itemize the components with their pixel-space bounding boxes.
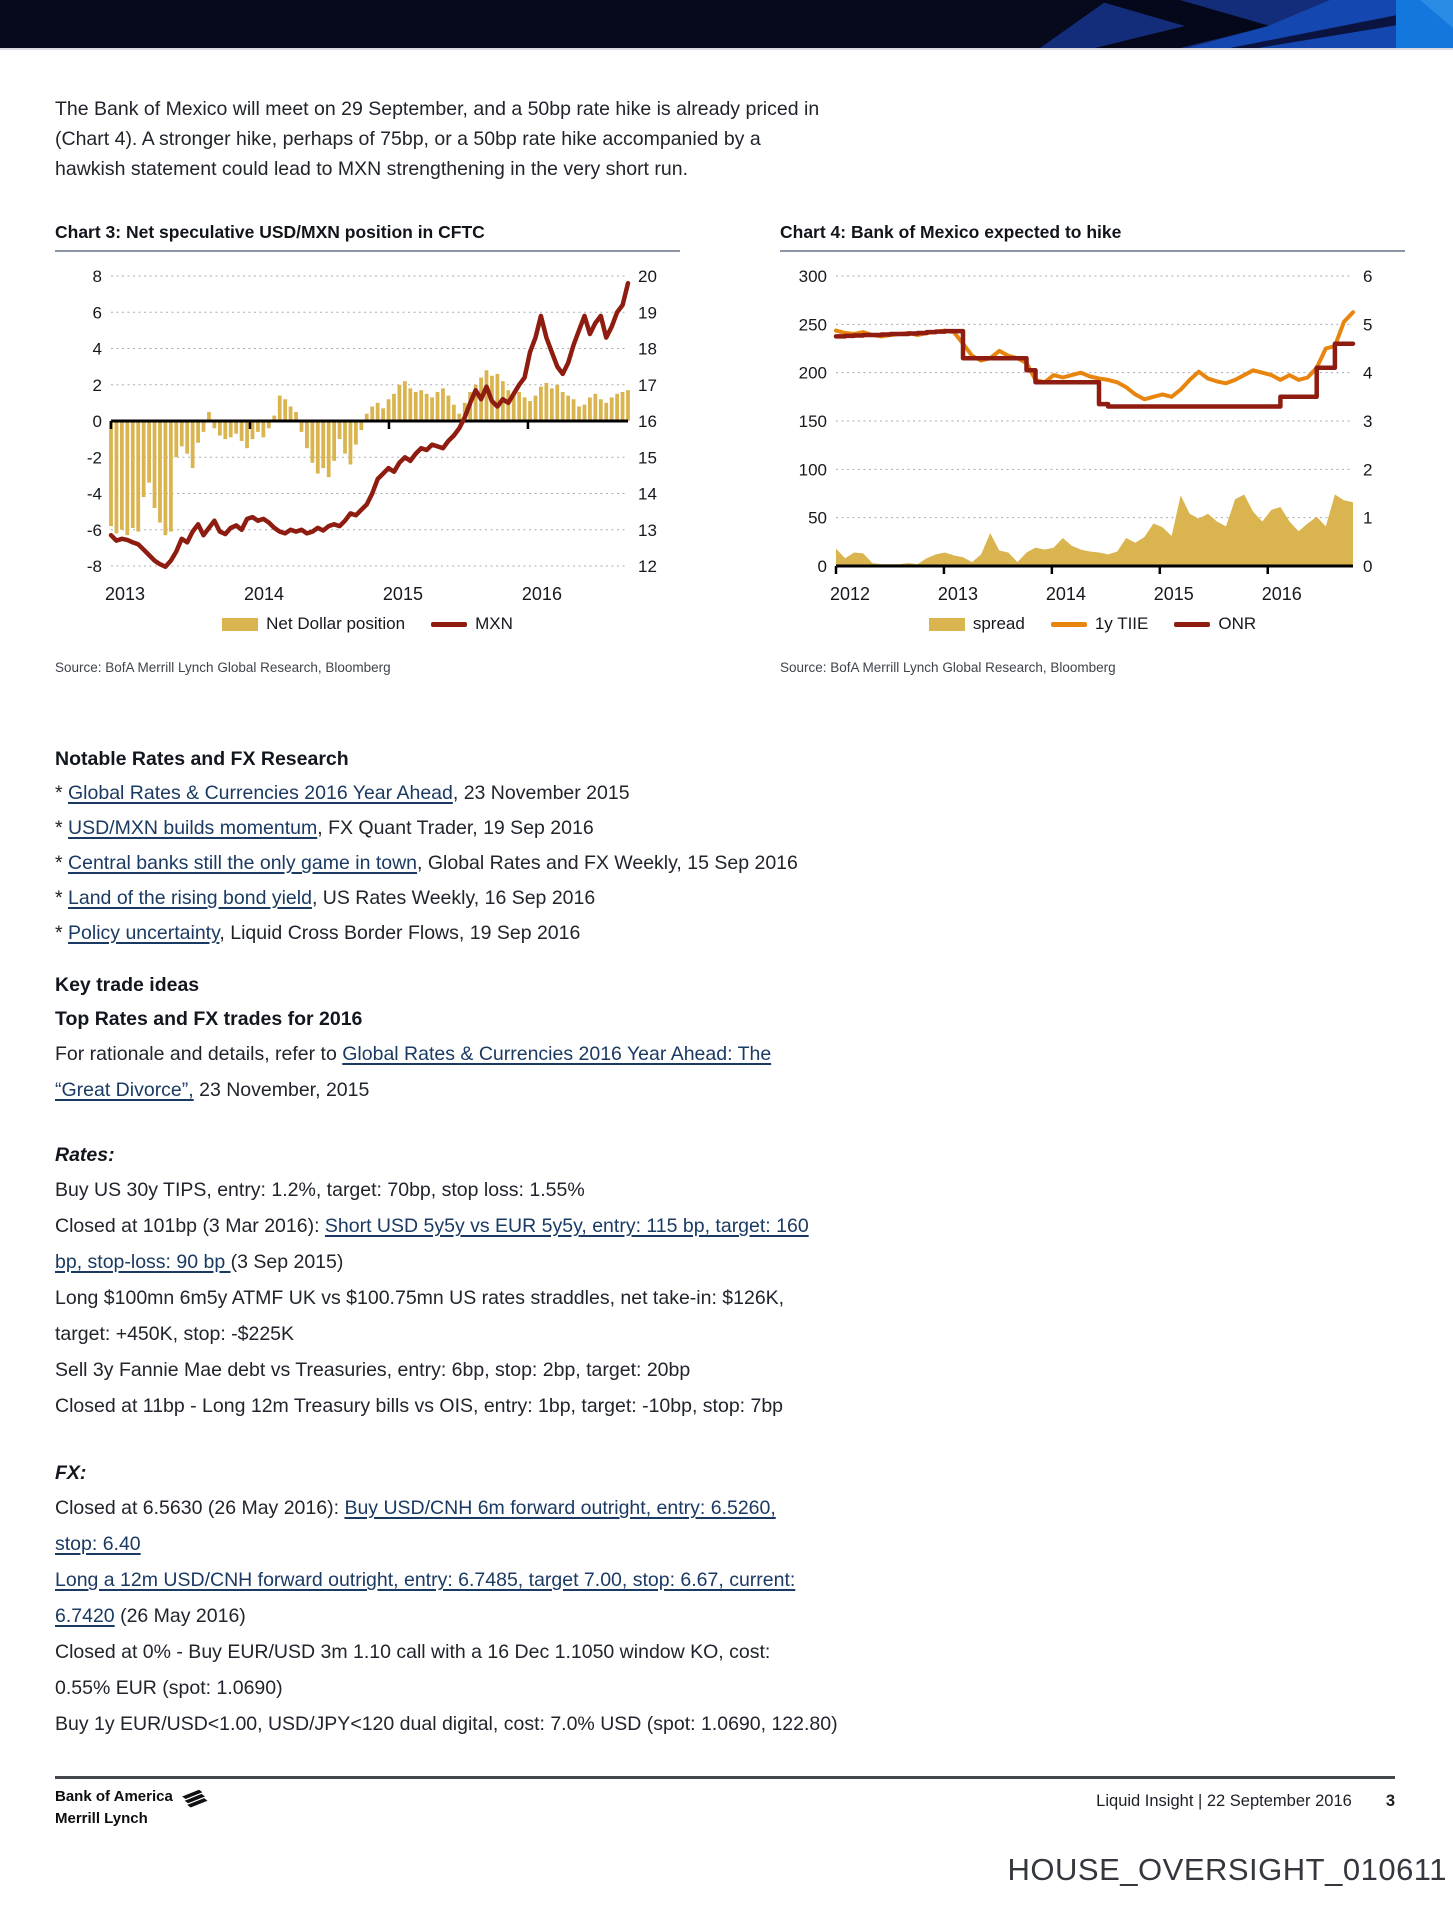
fx-heading: FX: [55, 1462, 87, 1484]
svg-text:2016: 2016 [521, 584, 562, 604]
text-segment: * [55, 782, 69, 804]
svg-text:2: 2 [92, 375, 102, 395]
page-number: 3 [1385, 1792, 1395, 1810]
text-line [55, 776, 1055, 811]
text-line [55, 1526, 1075, 1562]
svg-text:17: 17 [638, 375, 657, 395]
text-line [55, 1072, 1055, 1108]
key-trades-heading: Key trade ideas [55, 974, 200, 996]
link[interactable]: Global Rates & Currencies 2016 Year Ahead [68, 782, 453, 804]
text-segment: Closed at 6.5630 (26 May 2016): [55, 1497, 345, 1519]
svg-text:2016: 2016 [1261, 584, 1302, 604]
chart-3-title: Chart 3: Net speculative USD/MXN position in CFTC [55, 222, 680, 252]
fx-section [55, 1456, 1075, 1742]
svg-text:2013: 2013 [104, 584, 146, 604]
text-line [55, 1316, 1075, 1352]
text-segment: Long $100mn 6m5y ATMF UK vs $100.75mn US rates straddles, net take-in: $126K, [55, 1287, 785, 1309]
rates-heading: Rates: [55, 1144, 115, 1166]
doc-title-date: Liquid Insight | 22 September 2016 [1096, 1792, 1352, 1810]
text-segment: 23 November, 2015 [193, 1079, 370, 1101]
svg-text:6: 6 [1363, 267, 1373, 286]
text-line [55, 1388, 1075, 1424]
oversight-watermark: HOUSE_OVERSIGHT_010611 [1007, 1852, 1447, 1887]
text-line [55, 1280, 1075, 1316]
brand-line-2: Merrill Lynch [55, 1810, 148, 1827]
text-segment: (26 May 2016) [114, 1605, 246, 1627]
text-segment: , US Rates Weekly, 16 Sep 2016 [311, 887, 596, 909]
footer-doc-info [55, 1792, 1395, 1811]
chart-4-panel [780, 222, 1405, 675]
link[interactable]: Short USD 5y5y vs EUR 5y5y, entry: 115 bp, target: 160 [324, 1215, 809, 1237]
text-segment: target: +450K, stop: -$225K [55, 1323, 295, 1345]
text-segment: 0.55% EUR (spot: 1.0690) [55, 1677, 283, 1699]
svg-text:19: 19 [638, 303, 657, 323]
svg-text:16: 16 [638, 412, 657, 431]
text-line [55, 1706, 1075, 1742]
key-trades-paragraph [55, 1036, 1055, 1108]
chart-3-source: Source: BofA Merrill Lynch Global Research, Bloomberg [55, 660, 391, 675]
link[interactable]: Policy uncertainty [68, 922, 220, 944]
text-segment: * [55, 817, 69, 839]
text-line [55, 1208, 1075, 1244]
svg-text:300: 300 [798, 267, 827, 286]
chart-4-legend [780, 614, 1405, 634]
text-line [55, 1670, 1075, 1706]
svg-text:-4: -4 [86, 484, 102, 504]
svg-text:2015: 2015 [1153, 584, 1194, 604]
legend-swatch [222, 618, 258, 631]
legend-item [431, 614, 513, 634]
link[interactable]: 6.7420 [55, 1605, 115, 1627]
research-list [55, 776, 1055, 951]
svg-text:150: 150 [798, 412, 827, 431]
rates-section [55, 1138, 1075, 1424]
text-segment: * [55, 887, 69, 909]
rates-list [55, 1172, 1075, 1424]
svg-text:0: 0 [817, 557, 827, 576]
legend-label: MXN [475, 614, 513, 633]
intro-paragraph [55, 94, 1015, 184]
fx-list [55, 1490, 1075, 1742]
text-line [55, 846, 1055, 881]
svg-text:2014: 2014 [1045, 584, 1086, 604]
text-segment: * [55, 922, 69, 944]
svg-text:3: 3 [1363, 412, 1373, 431]
text-line [55, 1036, 1055, 1072]
svg-text:2: 2 [1363, 460, 1373, 480]
link[interactable]: “Great Divorce”, [55, 1079, 194, 1101]
text-segment: For rationale and details, refer to [55, 1043, 343, 1065]
text-segment: (3 Sep 2015) [230, 1251, 344, 1273]
chart-3-panel [55, 222, 680, 675]
banner-graphic [0, 0, 1453, 48]
brand-banner [0, 0, 1453, 50]
legend-line-swatch [431, 622, 467, 627]
link[interactable]: Long a 12m USD/CNH forward outright, entry: 6.7485, target 7.00, stop: 6.67, current: [55, 1569, 796, 1591]
chart-4-source: Source: BofA Merrill Lynch Global Research, Bloomberg [780, 660, 1116, 675]
link[interactable]: Central banks still the only game in town [68, 852, 418, 874]
link[interactable]: Buy USD/CNH 6m forward outright, entry: 6.5260, [344, 1497, 776, 1519]
svg-text:0: 0 [92, 412, 102, 431]
link[interactable]: stop: 6.40 [55, 1533, 141, 1555]
legend-label: ONR [1218, 614, 1257, 633]
text-line [55, 1172, 1075, 1208]
legend-label: Net Dollar position [266, 614, 406, 633]
text-line [55, 811, 1055, 846]
svg-text:8: 8 [92, 267, 102, 286]
svg-text:2012: 2012 [829, 584, 871, 604]
chart-3-legend [55, 614, 680, 634]
svg-text:-2: -2 [86, 448, 102, 468]
text-segment: , Liquid Cross Border Flows, 19 Sep 2016 [219, 922, 581, 944]
svg-text:4: 4 [1363, 363, 1373, 383]
text-line [55, 1562, 1075, 1598]
text-line [55, 881, 1055, 916]
legend-item [929, 614, 1025, 634]
svg-text:13: 13 [638, 520, 657, 540]
svg-text:100: 100 [798, 460, 827, 480]
legend-swatch [929, 618, 965, 631]
text-segment: Buy 1y EUR/USD<1.00, USD/JPY<120 dual digital, cost: 7.0% USD (spot: 1.0690, 122.80) [55, 1713, 838, 1735]
text-segment: , Global Rates and FX Weekly, 15 Sep 2016 [417, 852, 798, 874]
text-line [55, 1244, 1075, 1280]
svg-text:-8: -8 [86, 557, 102, 576]
svg-text:2013: 2013 [937, 584, 978, 604]
legend-item [1174, 614, 1256, 634]
link[interactable]: Global Rates & Currencies 2016 Year Ahead: The [342, 1043, 772, 1065]
svg-text:5: 5 [1363, 315, 1373, 335]
chart-3-canvas [55, 260, 680, 612]
svg-text:15: 15 [638, 448, 657, 468]
notable-research-section [55, 742, 1055, 951]
text-segment: Closed at 11bp - Long 12m Treasury bills vs OIS, entry: 1bp, target: -10bp, stop: 7bp [55, 1395, 784, 1417]
legend-line-swatch [1051, 622, 1087, 627]
svg-text:20: 20 [638, 267, 657, 286]
svg-text:250: 250 [798, 315, 827, 335]
text-segment: Closed at 101bp (3 Mar 2016): [55, 1215, 325, 1237]
legend-label: 1y TIIE [1094, 614, 1149, 633]
text-segment: , FX Quant Trader, 19 Sep 2016 [317, 817, 594, 839]
text-segment: Sell 3y Fannie Mae debt vs Treasuries, entry: 6bp, stop: 2bp, target: 20bp [55, 1359, 691, 1381]
brand-line-1: Bank of America [55, 1788, 173, 1805]
svg-text:6: 6 [92, 303, 102, 323]
svg-text:0: 0 [1363, 557, 1373, 576]
link[interactable]: Land of the rising bond yield [68, 887, 312, 909]
text-line [55, 1634, 1075, 1670]
intro-line: (Chart 4). A stronger hike, perhaps of 75bp, or a 50bp rate hike accompanied by a [55, 128, 761, 150]
svg-text:2015: 2015 [382, 584, 423, 604]
research-heading: Notable Rates and FX Research [55, 748, 349, 770]
text-line [55, 916, 1055, 951]
text-segment: , 23 November 2015 [452, 782, 630, 804]
svg-text:18: 18 [638, 339, 657, 359]
top-rates-heading: Top Rates and FX trades for 2016 [55, 1008, 363, 1030]
legend-item [222, 614, 405, 634]
svg-text:1: 1 [1363, 508, 1373, 528]
text-segment: * [55, 852, 69, 874]
svg-text:2014: 2014 [243, 584, 285, 604]
legend-line-swatch [1174, 622, 1210, 627]
chart-4-canvas [780, 260, 1405, 612]
legend-item [1051, 614, 1149, 634]
text-line [55, 1490, 1075, 1526]
text-line [55, 1598, 1075, 1634]
svg-text:12: 12 [638, 557, 657, 576]
text-line [55, 1352, 1075, 1388]
intro-line: hawkish statement could lead to MXN strengthening in the very short run. [55, 158, 688, 180]
text-segment: Closed at 0% - Buy EUR/USD 3m 1.10 call with a 16 Dec 1.1050 window KO, cost: [55, 1641, 771, 1663]
chart-4-title: Chart 4: Bank of Mexico expected to hike [780, 222, 1405, 252]
footer-divider [55, 1776, 1395, 1779]
svg-text:200: 200 [798, 363, 827, 383]
key-trade-ideas-section [55, 968, 1055, 1108]
text-segment: Buy US 30y TIPS, entry: 1.2%, target: 70bp, stop loss: 1.55% [55, 1179, 585, 1201]
legend-label: spread [972, 614, 1025, 633]
svg-text:14: 14 [638, 484, 657, 504]
svg-text:4: 4 [92, 339, 102, 359]
link[interactable]: bp, stop-loss: 90 bp [55, 1251, 231, 1273]
svg-text:-6: -6 [86, 520, 102, 540]
link[interactable]: USD/MXN builds momentum [68, 817, 318, 839]
svg-text:50: 50 [808, 508, 827, 528]
intro-line: The Bank of Mexico will meet on 29 September, and a 50bp rate hike is already priced in [55, 98, 820, 120]
